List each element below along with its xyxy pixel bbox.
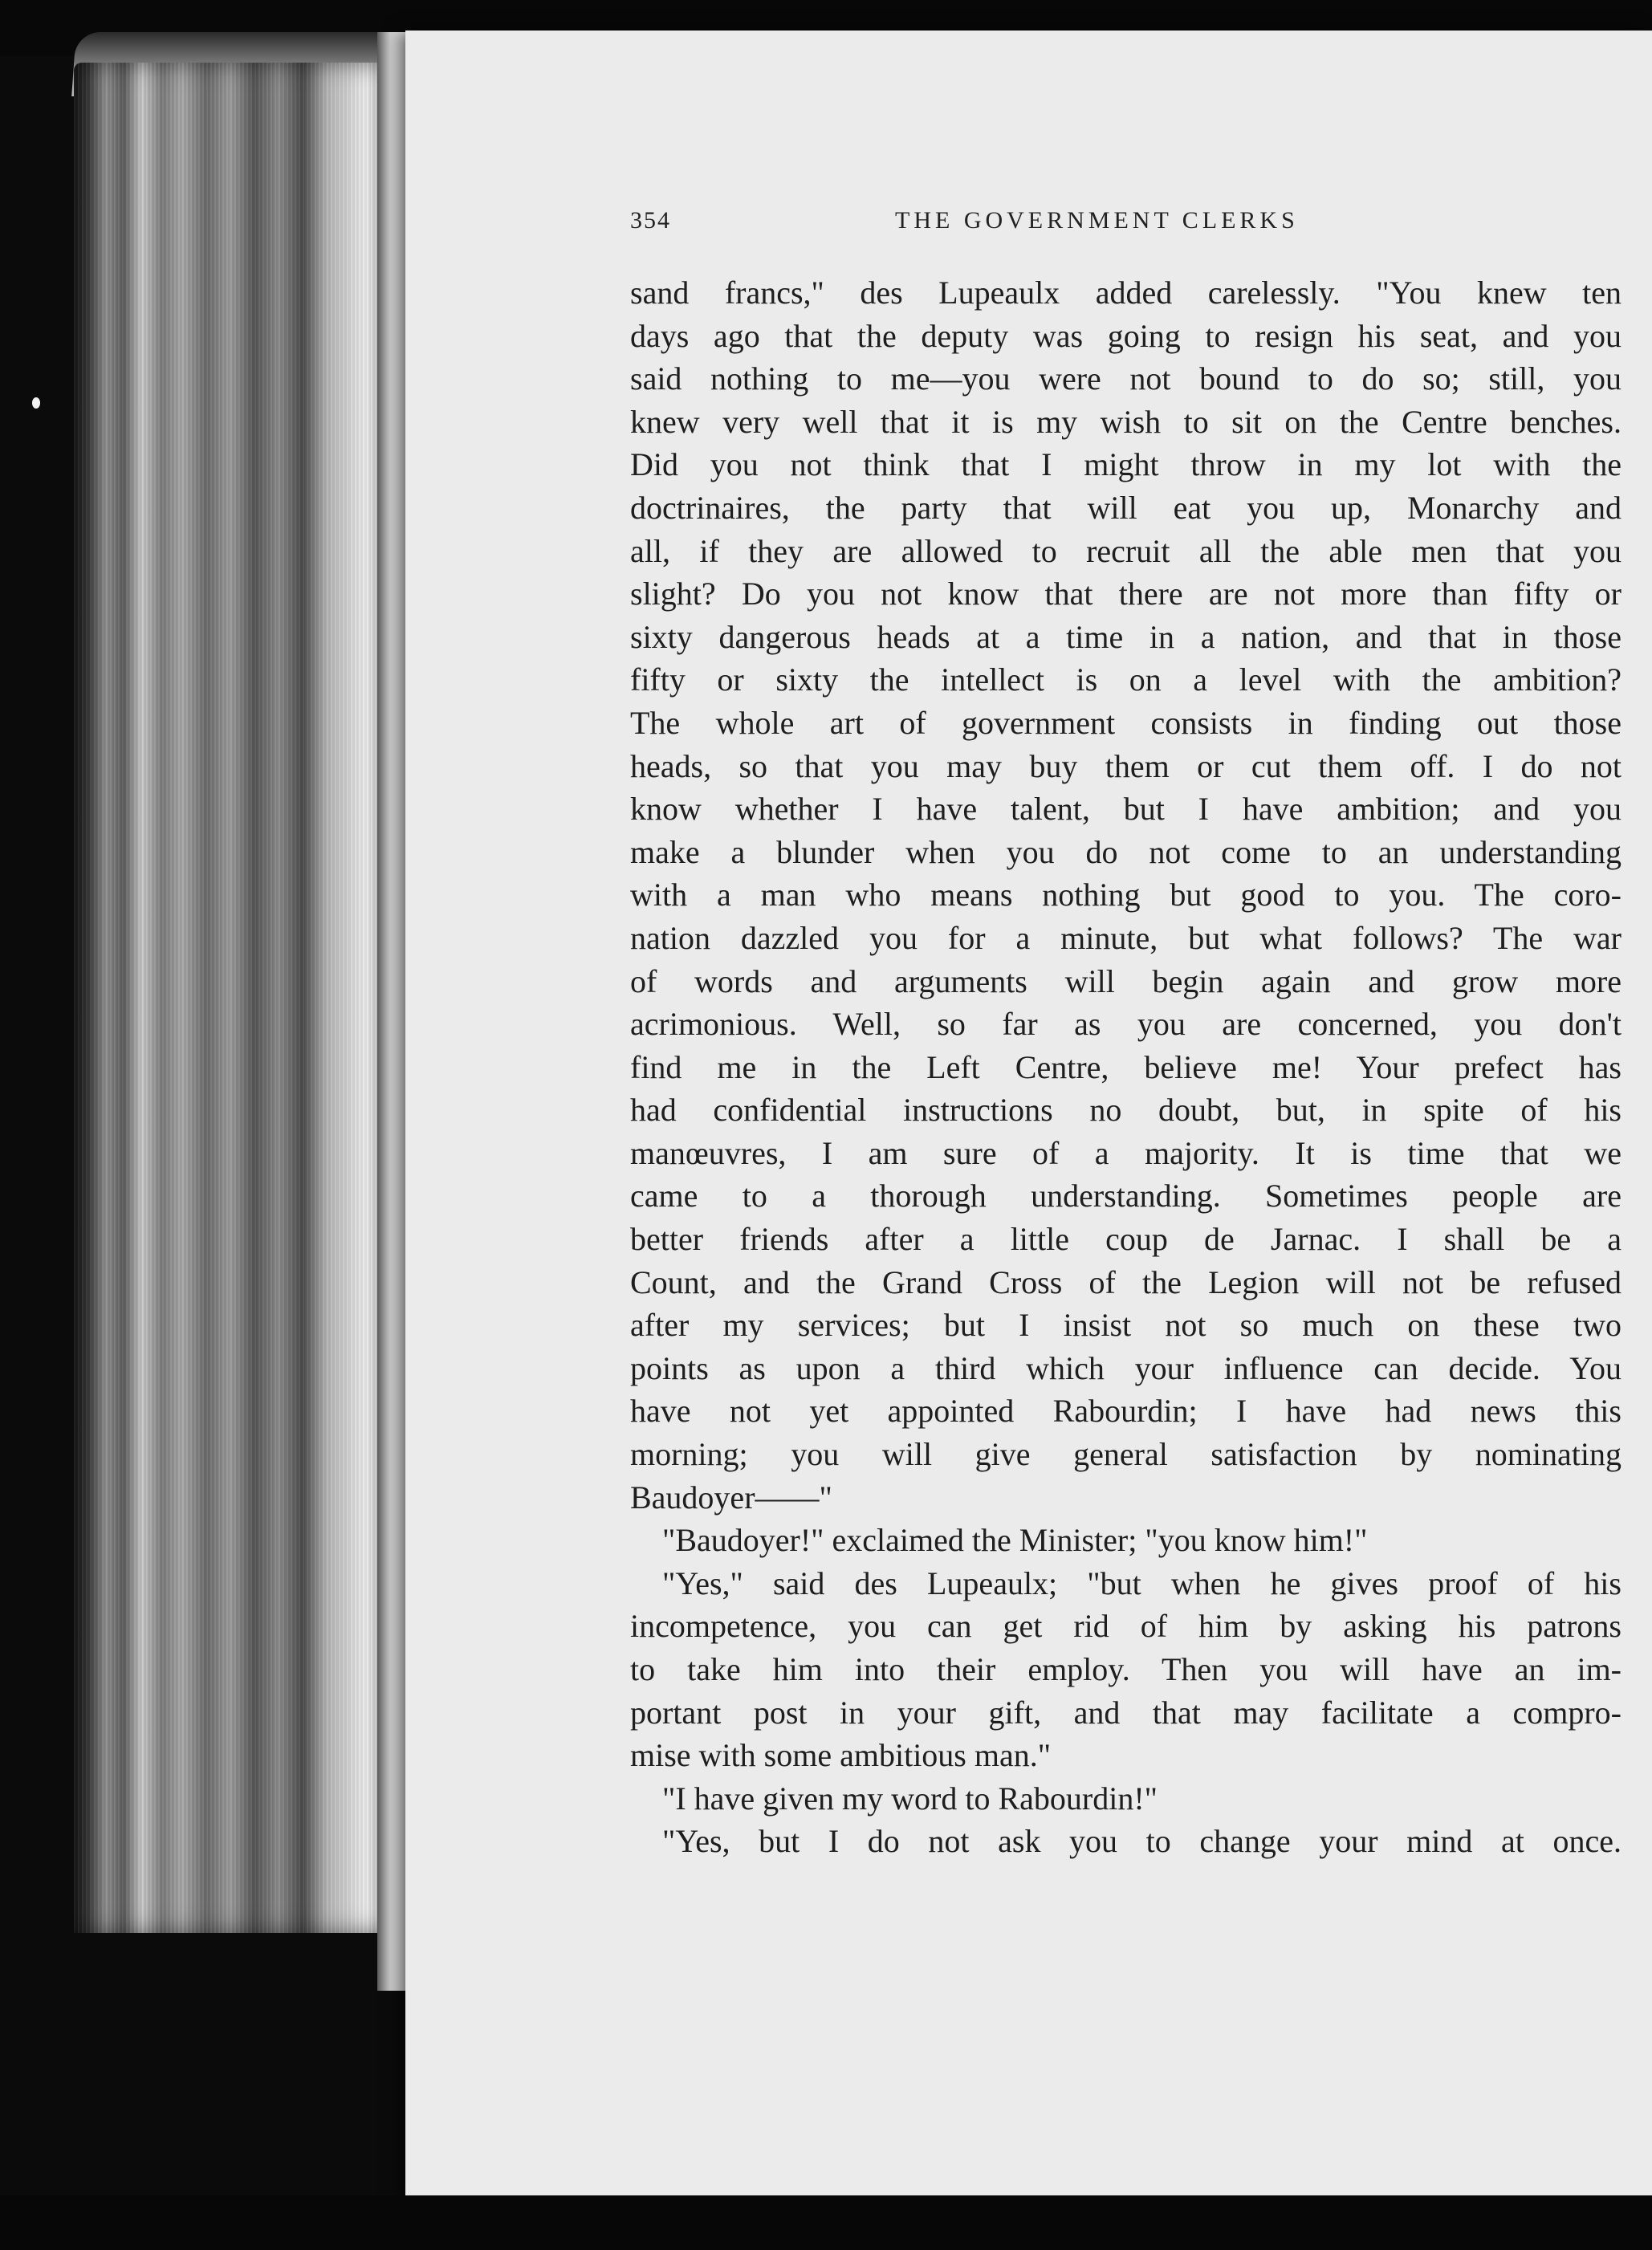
text-line: morning; you will give general satisfaction by nominating — [630, 1436, 1621, 1473]
text-line: all, if they are allowed to recruit all the able men that you — [630, 532, 1621, 569]
text-line: to take him into their employ. Then you will have an im- — [630, 1651, 1621, 1687]
text-line: days ago that the deputy was going to resign his seat, and you — [630, 317, 1621, 354]
text-line: incompetence, you can get rid of him by asking his patrons — [630, 1608, 1621, 1645]
text-line: fifty or sixty the intellect is on a level with the ambition? — [630, 661, 1621, 698]
text-line: portant post in your gift, and that may facilitate a compro- — [630, 1694, 1621, 1731]
text-line: heads, so that you may buy them or cut them off. I do not — [630, 747, 1621, 784]
text-line: mise with some ambitious man." — [630, 1737, 1052, 1774]
book-spine — [74, 63, 387, 1933]
scan-bottom-border — [0, 2195, 1652, 2250]
text-line: have not yet appointed Rabourdin; I have had news this — [630, 1393, 1621, 1430]
text-line: said nothing to me—you were not bound to do so; still, you — [630, 360, 1621, 397]
page-header — [630, 207, 1433, 239]
text-line: came to a thorough understanding. Sometimes people are — [630, 1178, 1621, 1215]
text-line: know whether I have talent, but I have ambition; and you — [630, 791, 1621, 828]
text-line: sixty dangerous heads at a time in a nation, and that in those — [630, 618, 1621, 655]
text-line: nation dazzled you for a minute, but what follows? The war — [630, 919, 1621, 956]
body-text — [630, 271, 1621, 1863]
text-line: "Yes, but I do not ask you to change your mind at once. — [662, 1823, 1621, 1860]
text-line: The whole art of government consists in finding out those — [630, 704, 1621, 741]
text-line: "Baudoyer!" exclaimed the Minister; "you know him!" — [662, 1522, 1368, 1559]
text-line: manœuvres, I am sure of a majority. It is time that we — [630, 1134, 1621, 1171]
page-gutter-edge — [377, 32, 409, 1991]
text-line: slight? Do you not know that there are not more than fifty or — [630, 576, 1621, 612]
text-line: acrimonious. Well, so far as you are concerned, you don't — [630, 1006, 1621, 1043]
text-line: Did you not think that I might throw in my lot with the — [630, 446, 1621, 483]
text-line: find me in the Left Centre, believe me! Your prefect has — [630, 1048, 1621, 1085]
text-line: "I have given my word to Rabourdin!" — [662, 1780, 1158, 1817]
text-line: of words and arguments will begin again and grow more — [630, 962, 1621, 999]
text-line: knew very well that it is my wish to sit on the Centre benches. — [630, 403, 1621, 440]
page-number: 354 — [630, 207, 671, 234]
text-line: Count, and the Grand Cross of the Legion will not be refused — [630, 1263, 1621, 1300]
text-line: with a man who means nothing but good to you. The coro- — [630, 877, 1621, 913]
text-line: doctrinaires, the party that will eat you up, Monarchy and — [630, 489, 1621, 526]
text-line: points as upon a third which your influence can decide. You — [630, 1349, 1621, 1386]
dust-speck — [32, 397, 40, 409]
text-line: "Yes," said des Lupeaulx; "but when he gives proof of his — [662, 1564, 1621, 1601]
text-line: make a blunder when you do not come to an understanding — [630, 833, 1621, 870]
text-line: had confidential instructions no doubt, but, in spite of his — [630, 1092, 1621, 1129]
text-line: Baudoyer——" — [630, 1479, 832, 1516]
text-line: sand francs," des Lupeaulx added carelessly. "You knew ten — [630, 275, 1621, 311]
text-line: better friends after a little coup de Jarnac. I shall be a — [630, 1221, 1621, 1258]
running-head: THE GOVERNMENT CLERKS — [895, 207, 1299, 234]
text-line: after my services; but I insist not so much on these two — [630, 1307, 1621, 1344]
